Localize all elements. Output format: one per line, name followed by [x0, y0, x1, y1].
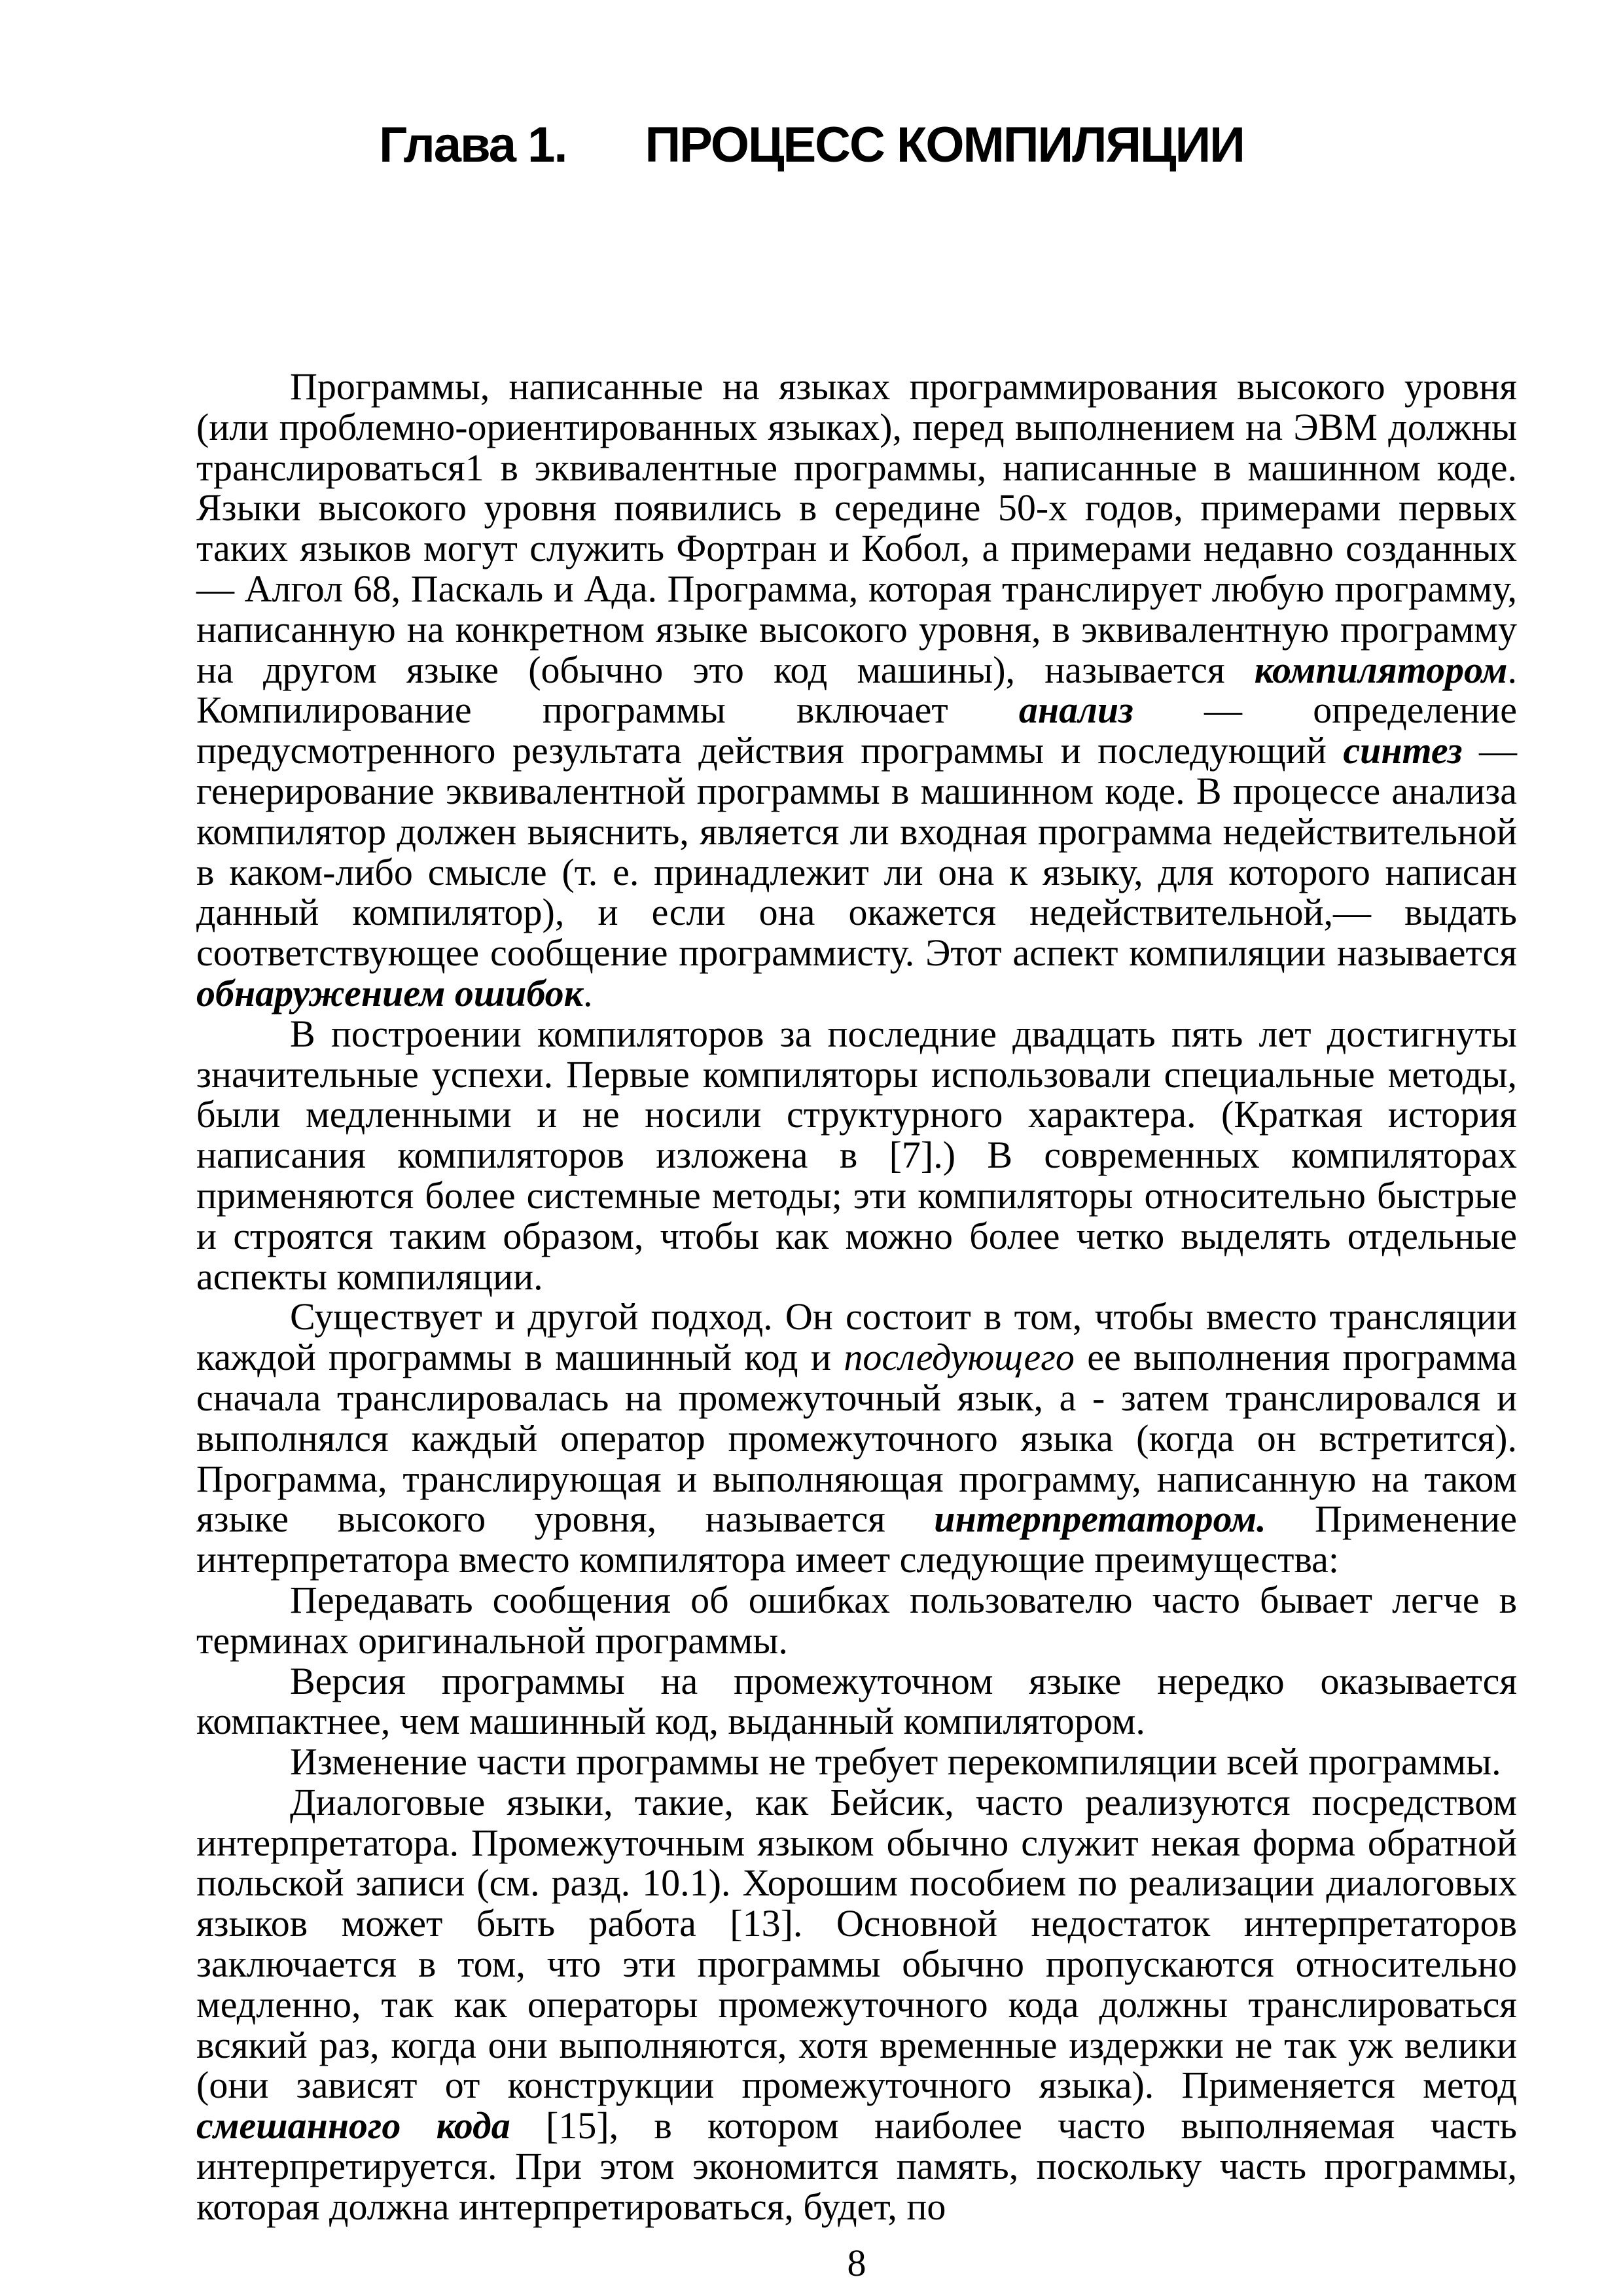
page-number: 8: [847, 2241, 866, 2284]
paragraph: [196, 1297, 1517, 1580]
paragraph: [196, 1014, 1517, 1297]
text-run: Программы, написанные на языках программирования высокого уровня (или проблемно-ориентированных языках), перед выполнением на ЭВМ должны транслироваться1 в эквивалентные программы, написанные в машинном коде. Языки высокого уровня появились в середине 50-х годов, примерами первых таких языков могут служить Фортран и Кобол, а примерами недавно созданных — Алгол 68, Паскаль и Ада. Программа, которая транслирует любую программу, написанную на конкретном языке высокого уровня, в эквивалентную программу на другом языке (обычно это код машины), называется: [196, 365, 1517, 691]
text-run: — генерирование эквивалентной программы в машинном коде. В процессе анализа компилятор должен выяснить, является ли входная программа недействительной в каком-либо смысле (т. е. принадлежит ли она к языку, для которого написан данный компилятор), и если она окажется недействительной,— выдать соответствующее сообщение программисту. Этот аспект компиляции называется: [196, 729, 1517, 975]
text-run: ее выполнения программа сначала транслировалась на промежуточный язык, а - затем транслировался и выполнялся каждый оператор промежуточного языка (когда он встретится). Программа, транслирующая и выполняющая программу, написанную на таком языке высокого уровня, называется: [196, 1336, 1518, 1541]
chapter-name: ПРОЦЕСС КОМПИЛЯЦИИ: [645, 117, 1244, 173]
emphasized-term: интерпретатором.: [934, 1498, 1266, 1541]
paragraph: [196, 1661, 1517, 1742]
emphasized-term: компилятором: [1254, 648, 1508, 691]
text-run: Применение интерпретатора вместо компилятора имеет следующие преимущества:: [196, 1498, 1517, 1581]
paragraph: [196, 1782, 1517, 2227]
emphasized-term: синтез: [1343, 729, 1463, 772]
emphasized-term: анализ: [1018, 689, 1133, 732]
paragraph: [196, 1742, 1517, 1782]
text-run: Существует и другой подход. Он состоит в том, чтобы вместо трансляции каждой программы в машинный код и: [196, 1295, 1517, 1379]
page-content: [196, 367, 1517, 2283]
text-run: [15], в котором наиболее часто выполняемая часть интерпретируется. При этом экономится память, поскольку часть программы, которая должна интерпретироваться, будет, по: [196, 2104, 1517, 2228]
emphasized-term: обнаружением ошибок: [196, 971, 584, 1014]
text-run: .: [583, 971, 593, 1014]
body-text: [196, 367, 1517, 2227]
text-run: — определение предусмотренного результата действия программы и последующий: [196, 689, 1517, 772]
chapter-number: Глава 1.: [379, 117, 567, 173]
emphasized-term: смешанного кода: [196, 2104, 510, 2147]
text-run: Диалоговые языки, такие, как Бейсик, часто реализуются посредством интерпретатора. Промежуточным языком обычно служит некая форма обратной польской записи (см. разд. 10.1). Хорошим пособием по реализации диалоговых языков может быть работа [13]. Основной недостаток интерпретаторов заключается в том, что эти программы обычно пропускаются относительно медленно, так как операторы промежуточного кода должны транслироваться всякий раз, когда они выполняются, хотя временные издержки не так уж велики (они зависят от конструкции промежуточного языка). Применяется метод: [196, 1780, 1517, 2107]
text-run: Изменение части программы не требует перекомпиляции всей программы.: [290, 1740, 1501, 1784]
paragraph: [196, 367, 1517, 1014]
paragraph: [196, 1580, 1517, 1661]
text-run: Версия программы на промежуточном языке нередко оказывается компактнее, чем машинный код, выданный компилятором.: [196, 1659, 1517, 1743]
text-run: Передавать сообщения об ошибках пользователю часто бывает легче в терминах оригинальной программы.: [196, 1578, 1517, 1662]
text-run: . Компилирование программы включает: [196, 648, 1517, 732]
emphasized-term: последующего: [844, 1336, 1075, 1379]
text-run: В построении компиляторов за последние двадцать пять лет достигнуты значительные успехи. Первые компиляторы использовали специальные методы, были медленными и не носили структурного характера. (Краткая история написания компиляторов изложена в [7].) В современных компиляторах применяются более системные методы; эти компиляторы относительно быстрые и строятся таким образом, чтобы как можно более четко выделять отдельные аспекты компиляции.: [196, 1012, 1517, 1298]
chapter-title: [0, 117, 1623, 173]
